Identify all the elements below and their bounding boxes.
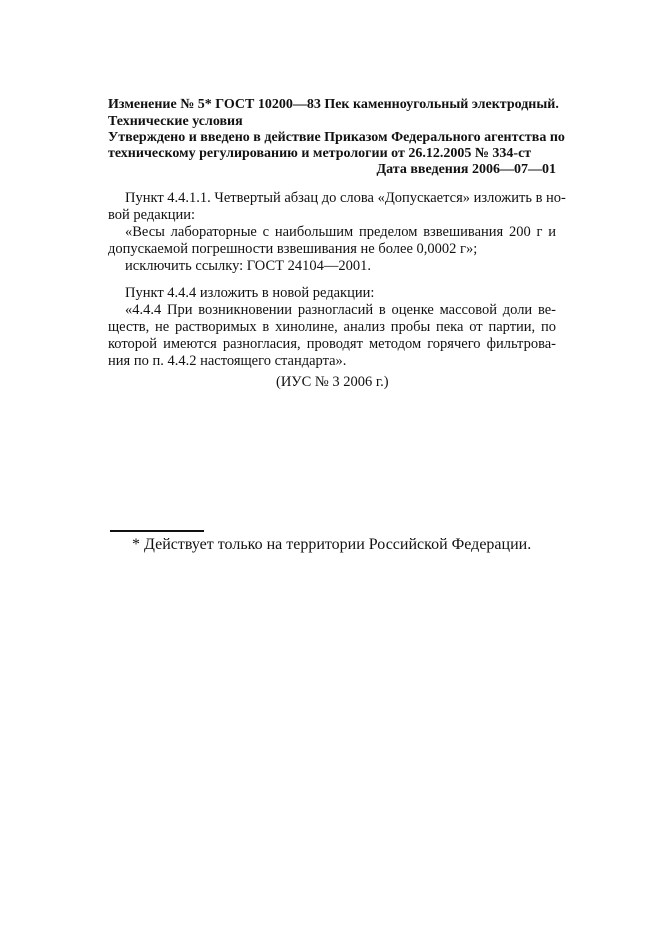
paragraph-line: «4.4.4 При возникновении разногласий в оценке массовой доли ве- [125, 302, 556, 318]
change-title-line: Технические условия [108, 114, 243, 129]
paragraph-line: ния по п. 4.4.2 настоящего стандарта». [108, 353, 347, 369]
paragraph-line: вой редакции: [108, 207, 196, 223]
paragraph-line: Пункт 4.4.1.1. Четвертый абзац до слова «Допускается» изложить в но- [125, 190, 566, 206]
footnote: * Действует только на территории Российской Федерации. [132, 536, 532, 553]
paragraph-line: Пункт 4.4.4 изложить в новой редакции: [125, 285, 375, 301]
change-title-line: Изменение № 5* ГОСТ 10200—83 Пек каменноугольный электродный. [108, 97, 559, 112]
footnote-divider [110, 530, 204, 532]
paragraph-line: допускаемой погрешности взвешивания не более 0,0002 г»; [108, 241, 478, 257]
effective-date: Дата введения 2006—07—01 [376, 162, 556, 177]
approval-line: Утверждено и введено в действие Приказом Федерального агентства по [108, 130, 565, 145]
paragraph-line: исключить ссылку: ГОСТ 24104—2001. [125, 258, 371, 274]
paragraph-line: ществ, не растворимых в хинолине, анализ пробы пека от партии, по [108, 319, 556, 335]
paragraph-line: «Весы лабораторные с наибольшим пределом взвешивания 200 г и [125, 224, 556, 240]
approval-line: техническому регулированию и метрологии от 26.12.2005 № 334-ст [108, 146, 532, 161]
source-reference: (ИУС № 3 2006 г.) [276, 374, 389, 390]
paragraph-line: которой имеются разногласия, проводят методом горячего фильтрова- [108, 336, 556, 352]
